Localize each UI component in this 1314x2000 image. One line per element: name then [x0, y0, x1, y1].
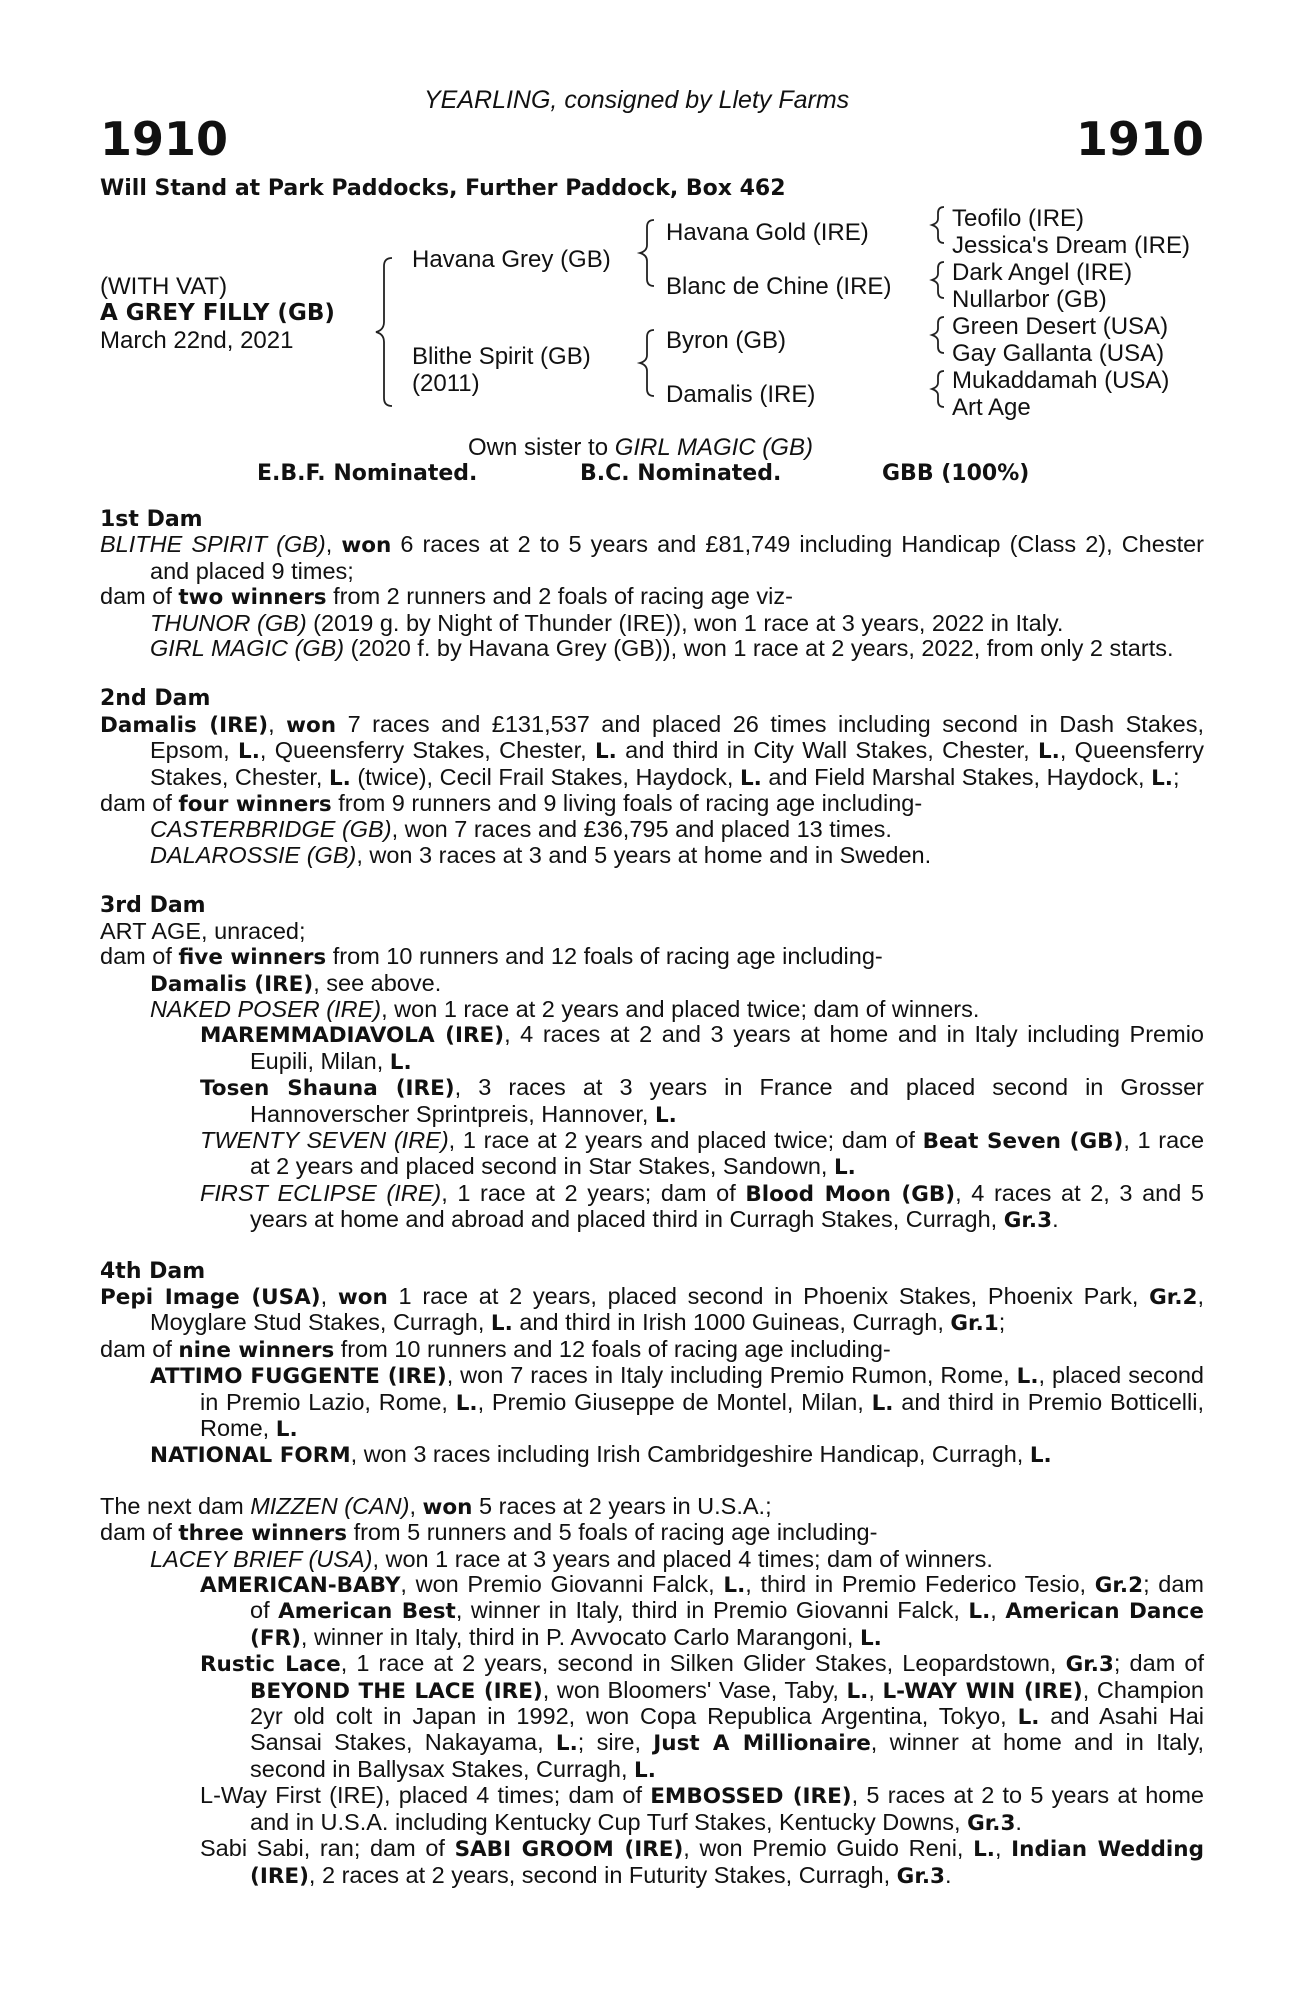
text: .	[1052, 1206, 1059, 1233]
pedigree-g3-4: Nullarbor (GB)	[952, 286, 1107, 313]
bold-text: L.	[490, 1311, 513, 1337]
text: , won 1 race at 2 years and placed twice; dam of winners.	[381, 995, 980, 1022]
record-line	[100, 1572, 1204, 1651]
text: ,	[868, 1676, 883, 1703]
pedigree-g3-3: Dark Angel (IRE)	[952, 259, 1133, 286]
bold-text: Gr.1	[950, 1311, 999, 1337]
italic-text: CASTERBRIDGE (GB)	[150, 816, 392, 843]
produce-record	[100, 507, 1204, 1889]
bold-text: L.	[634, 1757, 656, 1783]
text: , 5 races at 2 to 5 years at home and in U.S.A. including Kentucky Cup Turf Stakes, Kentucky Downs,	[250, 1782, 1204, 1835]
italic-text: LACEY BRIEF (USA)	[150, 1545, 373, 1572]
text: (twice), Cecil Frail Stakes, Haydock,	[350, 763, 740, 790]
record-line	[100, 1547, 1204, 1572]
record-line	[100, 1337, 1204, 1363]
italic-text: GIRL MAGIC (GB)	[150, 635, 345, 662]
text: from 5 runners and 5 foals of racing age including-	[347, 1519, 878, 1546]
bold-text: Blood Moon (GB)	[745, 1181, 956, 1207]
bold-text: L.	[238, 739, 260, 765]
text: ,	[320, 1282, 338, 1309]
record-line	[100, 1651, 1204, 1783]
bold-text: ATTIMO FUGGENTE (IRE)	[150, 1364, 447, 1390]
italic-text: NAKED POSER (IRE)	[150, 995, 382, 1022]
bold-text: Damalis (IRE)	[100, 712, 269, 738]
text: , Queensferry Stakes, Chester,	[150, 737, 1204, 790]
text: ,	[268, 710, 287, 737]
text: and Asahi Hai Sansai Stakes, Nakayama,	[250, 1703, 1205, 1756]
text: , winner in Italy, third in P. Avvocato Carlo Marangoni,	[300, 1623, 860, 1650]
bold-text: L.	[654, 1102, 677, 1128]
record-line	[100, 1836, 1204, 1889]
lot-number-right: 1910	[1075, 112, 1204, 166]
vat-note: (WITH VAT)	[100, 273, 228, 300]
text: dam of	[100, 1519, 179, 1546]
pedigree-g3-5: Green Desert (USA)	[952, 313, 1169, 340]
text: , won 7 races in Italy including Premio Rumon, Rome,	[446, 1362, 1017, 1389]
record-line	[100, 1075, 1204, 1128]
bold-text: Pepi Image (USA)	[100, 1284, 321, 1310]
text: The next dam	[100, 1492, 251, 1519]
stabling-location: Will Stand at Park Paddocks, Further Paddock, Box 462	[100, 176, 786, 201]
pedigree-sire-dam: Blanc de Chine (IRE)	[666, 273, 892, 300]
gbb-rating: GBB (100%)	[882, 461, 1030, 486]
bold-text: L.	[846, 1678, 869, 1704]
bc-nomination: B.C. Nominated.	[580, 461, 782, 486]
italic-text: THUNOR (GB)	[150, 609, 307, 636]
text: dam of	[100, 790, 179, 817]
section-heading: 1st Dam	[100, 507, 203, 532]
bold-text: American Dance (FR)	[250, 1599, 1204, 1651]
bold-text: American Best	[278, 1599, 456, 1625]
record-line	[100, 791, 1204, 817]
text: , 2 races at 2 years, second in Futurity Stakes, Curragh,	[308, 1861, 897, 1888]
text: ,	[990, 1597, 1006, 1624]
text: (2020 f. by Havana Grey (GB)), won 1 race at 2 years, 2022, from only 2 starts.	[344, 635, 1174, 662]
section-heading: 3rd Dam	[100, 893, 206, 919]
text: and third in City Wall Stakes, Chester,	[616, 737, 1038, 764]
pedigree-g3-2: Jessica's Dream (IRE)	[952, 232, 1190, 259]
own-sister-prefix: Own sister to	[468, 434, 615, 461]
text: , won Bloomers' Vase, Taby,	[542, 1676, 847, 1703]
horse-name: A GREY FILLY (GB)	[100, 300, 335, 326]
text: dam of	[100, 1335, 179, 1362]
text: , placed second in Premio Lazio, Rome,	[200, 1362, 1204, 1415]
bold-text: SABI GROOM (IRE)	[454, 1837, 684, 1863]
pedigree-dam: Blithe Spirit (GB)	[412, 343, 591, 370]
record-line	[100, 611, 1204, 636]
bold-text: Damalis (IRE)	[150, 971, 314, 997]
text: ,	[325, 531, 342, 558]
text: , 4 races at 2 and 3 years at home and in Italy including Premio Eupili, Milan,	[250, 1021, 1204, 1074]
bold-text: won	[341, 533, 392, 559]
record-line	[100, 1783, 1204, 1836]
record-line	[100, 636, 1204, 661]
text: ;	[1172, 763, 1180, 790]
record-line	[100, 1022, 1204, 1075]
text: ; sire,	[577, 1729, 654, 1756]
own-sister-note	[468, 434, 813, 462]
text: , won 3 races at 3 and 5 years at home and in Sweden.	[356, 841, 932, 868]
bold-text: three winners	[178, 1521, 348, 1547]
text: , winner at home and in Italy, second in Ballysax Stakes, Curragh,	[250, 1729, 1204, 1782]
bold-text: Gr.3	[967, 1810, 1016, 1836]
bold-text: L-WAY WIN (IRE)	[882, 1678, 1083, 1704]
bold-text: Indian Wedding (IRE)	[250, 1837, 1204, 1889]
bold-text: five winners	[178, 945, 327, 971]
bold-text: L.	[1151, 765, 1173, 791]
bold-text: L.	[968, 1599, 991, 1625]
text: , won 7 races and £36,795 and placed 13 times.	[391, 816, 892, 843]
bold-text: L.	[1029, 1443, 1052, 1469]
bold-text: L.	[723, 1573, 746, 1599]
text: , won 3 races including Irish Cambridgeshire Handicap, Curragh,	[350, 1441, 1030, 1468]
record-line	[100, 712, 1204, 791]
bold-text: L.	[389, 1049, 412, 1075]
bold-text: MAREMMADIAVOLA (IRE)	[200, 1023, 505, 1049]
text: ART AGE, unraced;	[100, 917, 306, 944]
text: 1 race at 2 years, placed second in Phoenix Stakes, Phoenix Park,	[387, 1282, 1150, 1309]
bold-text: Just A Millionaire	[653, 1731, 871, 1757]
record-line	[100, 532, 1204, 584]
text: , Champion 2yr old colt in Japan in 1992, won Copa Republica Argentina, Tokyo,	[250, 1676, 1204, 1730]
record-line	[100, 1181, 1204, 1234]
text: ;	[998, 1309, 1006, 1336]
italic-text: DALAROSSIE (GB)	[150, 841, 357, 868]
section-heading: 2nd Dam	[100, 686, 211, 712]
text: , 3 races at 3 years in France and placed second in Grosser Hannoverscher Sprintpreis, Hannover,	[250, 1074, 1204, 1127]
text: 5 races at 2 years in U.S.A.;	[472, 1492, 772, 1519]
text: from 9 runners and 9 living foals of racing age including-	[331, 790, 923, 817]
text: , Premio Giuseppe de Montel, Milan,	[477, 1388, 872, 1415]
text: , won Premio Guido Reni,	[683, 1835, 974, 1862]
record-line	[100, 1128, 1204, 1181]
text: , won Premio Giovanni Falck,	[400, 1571, 724, 1598]
bold-text: L.	[1016, 1364, 1039, 1390]
text: (2019 g. by Night of Thunder (IRE)), won 1 race at 3 years, 2022 in Italy.	[306, 609, 1064, 636]
text: Sabi Sabi, ran; dam of	[200, 1835, 455, 1862]
record-line	[100, 843, 1204, 868]
pedigree-sire: Havana Grey (GB)	[412, 246, 611, 273]
record-line	[100, 1284, 1204, 1337]
bold-text: Rustic Lace	[200, 1652, 341, 1678]
italic-text: MIZZEN (CAN)	[250, 1492, 410, 1519]
text: , 1 race at 2 years and placed second in Star Stakes, Sandown,	[250, 1126, 1205, 1180]
text: dam of	[100, 583, 179, 610]
record-line	[100, 1442, 1204, 1468]
own-sister-name: GIRL MAGIC (GB)	[614, 434, 813, 461]
record-line	[100, 971, 1204, 997]
lot-number-left: 1910	[100, 112, 229, 166]
record-line	[100, 1494, 1204, 1520]
text: , 1 race at 2 years; dam of	[441, 1179, 746, 1206]
bold-text: Gr.3	[1003, 1208, 1053, 1234]
bold-text: two winners	[178, 585, 327, 611]
pedigree-dam-dam: Damalis (IRE)	[666, 381, 816, 408]
bold-text: BEYOND THE LACE (IRE)	[250, 1678, 543, 1704]
bold-text: L.	[833, 1155, 856, 1181]
pedigree-g3-8: Art Age	[952, 394, 1031, 421]
pedigree-dam-sire: Byron (GB)	[666, 327, 787, 354]
record-line	[100, 584, 1204, 610]
bold-text: L.	[594, 739, 617, 765]
pedigree-g3-1: Teofilo (IRE)	[952, 205, 1085, 232]
bold-text: L.	[328, 765, 351, 791]
record-line	[100, 997, 1204, 1022]
bold-text: L.	[739, 765, 762, 791]
text: 7 races and £131,537 and placed 26 times including second in Dash Stakes, Epsom,	[150, 710, 1204, 764]
text: dam of	[100, 943, 179, 970]
text: .	[1015, 1808, 1022, 1835]
text: , see above.	[313, 969, 442, 996]
bold-text: won	[286, 712, 337, 738]
bold-text: won	[337, 1284, 388, 1310]
text: 6 races at 2 to 5 years and £81,749 including Handicap (Class 2), Chester and placed 9 times;	[150, 531, 1204, 584]
text: from 10 runners and 12 foals of racing age including-	[326, 943, 883, 970]
italic-text: TWENTY SEVEN (IRE)	[200, 1126, 449, 1153]
section-gap	[100, 1469, 1204, 1494]
bold-text: Gr.2	[1149, 1284, 1198, 1310]
text: , third in Premio Federico Tesio,	[745, 1571, 1095, 1598]
text: .	[944, 1861, 952, 1888]
bold-text: Gr.2	[1094, 1573, 1144, 1599]
pedigree-sire-sire: Havana Gold (IRE)	[666, 219, 869, 246]
pedigree-dam-year: (2011)	[412, 370, 480, 397]
text: ; dam of	[1113, 1650, 1205, 1677]
catalogue-subtitle: YEARLING, consigned by Llety Farms	[424, 86, 850, 114]
ebf-nomination: E.B.F. Nominated.	[257, 461, 478, 486]
record-line	[100, 1363, 1204, 1442]
pedigree-g3-7: Mukaddamah (USA)	[952, 367, 1170, 394]
section-heading: 4th Dam	[100, 1258, 206, 1284]
bold-text: Tosen Shauna (IRE)	[200, 1076, 455, 1102]
bold-text: AMERICAN-BABY	[200, 1573, 401, 1599]
text: and Field Marshal Stakes, Haydock,	[761, 763, 1152, 790]
record-line	[100, 1520, 1204, 1546]
bold-text: L.	[455, 1390, 478, 1416]
text: , winner in Italy, third in Premio Giovanni Falck,	[455, 1597, 969, 1624]
text: , 1 race at 2 years and placed twice; dam of	[448, 1126, 923, 1153]
bold-text: Gr.3	[1065, 1652, 1114, 1678]
text: ,	[409, 1492, 423, 1519]
bold-text: L.	[871, 1390, 894, 1416]
bold-text: four winners	[178, 792, 332, 818]
text: and third in Irish 1000 Guineas, Curragh,	[512, 1309, 951, 1336]
italic-text: FIRST ECLIPSE (IRE)	[200, 1179, 442, 1206]
text: , 1 race at 2 years, second in Silken Glider Stakes, Leopardstown,	[340, 1650, 1066, 1677]
bold-text: Beat Seven (GB)	[922, 1128, 1124, 1154]
text: ,	[994, 1835, 1012, 1862]
bold-text: L.	[859, 1625, 882, 1651]
text: , won 1 race at 3 years and placed 4 times; dam of winners.	[372, 1545, 993, 1572]
bold-text: L.	[275, 1417, 298, 1442]
bold-text: L.	[555, 1731, 578, 1757]
text: and third in Premio Botticelli, Rome,	[200, 1388, 1204, 1441]
text: , Moyglare Stud Stakes, Curragh,	[150, 1282, 1204, 1336]
record-line	[100, 817, 1204, 842]
bold-text: L.	[1017, 1705, 1040, 1731]
bold-text: L.	[973, 1837, 995, 1863]
text: ; dam of	[250, 1571, 1204, 1624]
bold-text: won	[422, 1494, 473, 1520]
text: , Queensferry Stakes, Chester,	[259, 737, 595, 764]
bold-text: NATIONAL FORM	[150, 1443, 351, 1469]
record-line	[100, 919, 1204, 944]
text: from 10 runners and 12 foals of racing age including-	[334, 1335, 891, 1362]
bold-text: L.	[1037, 739, 1060, 765]
text: L-Way First (IRE), placed 4 times; dam of	[200, 1782, 651, 1809]
horse-dob: March 22nd, 2021	[100, 327, 294, 354]
bold-text: Gr.3	[896, 1863, 945, 1889]
text: , 4 races at 2, 3 and 5 years at home and abroad and placed third in Curragh Stakes, Curragh,	[250, 1179, 1204, 1233]
italic-text: BLITHE SPIRIT (GB)	[100, 531, 326, 558]
bold-text: nine winners	[178, 1337, 335, 1363]
record-line	[100, 944, 1204, 970]
text: from 2 runners and 2 foals of racing age viz-	[326, 583, 793, 610]
pedigree-g3-6: Gay Gallanta (USA)	[952, 340, 1165, 367]
bold-text: EMBOSSED (IRE)	[650, 1784, 852, 1810]
